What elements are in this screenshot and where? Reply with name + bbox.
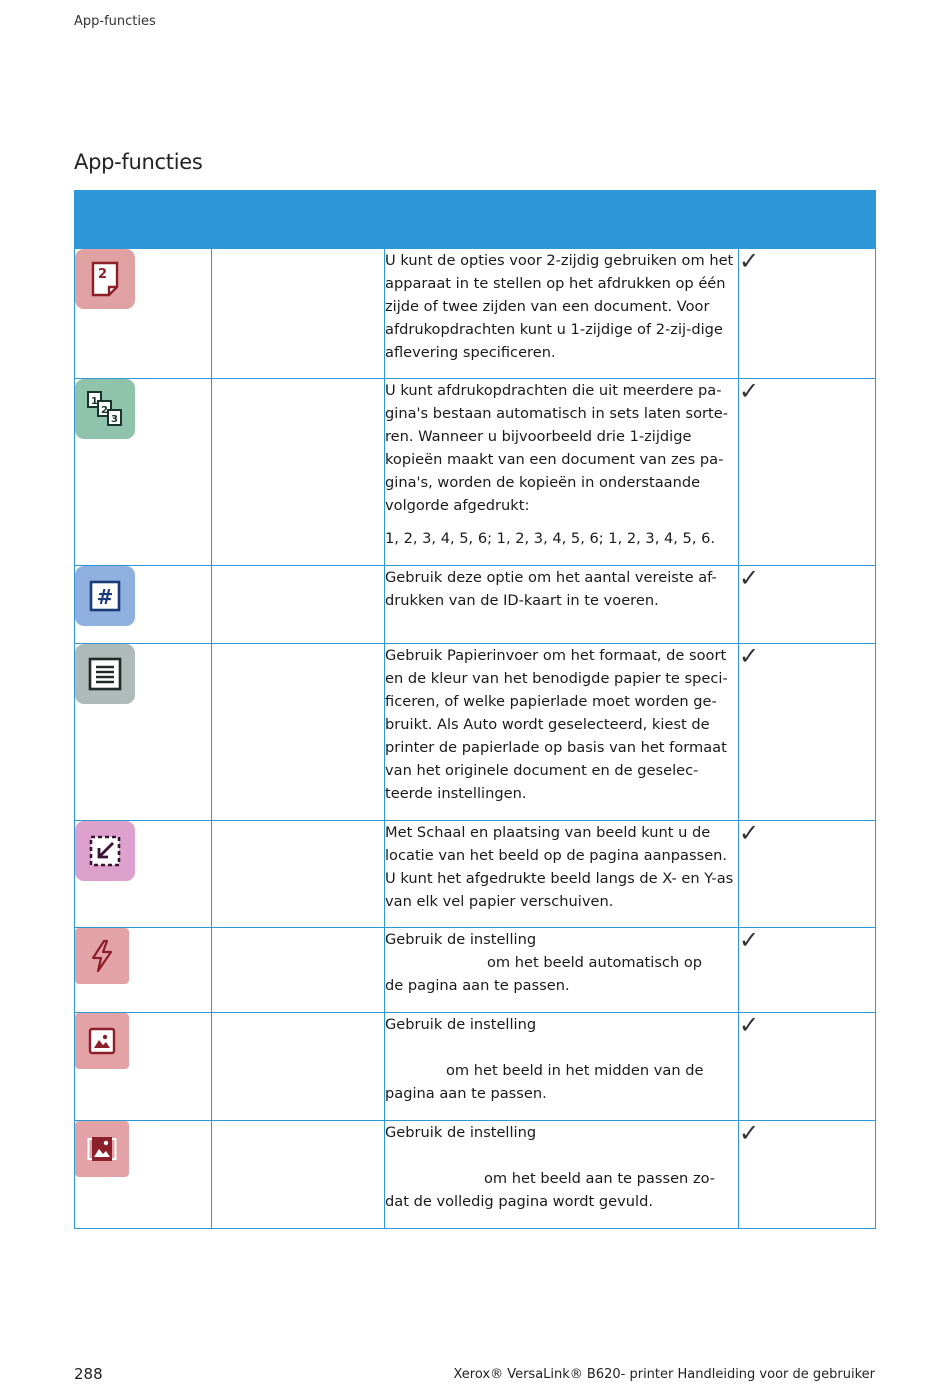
check-icon: ✓ xyxy=(739,249,876,379)
table-row xyxy=(75,644,876,821)
table-row xyxy=(75,379,876,566)
description-cell xyxy=(385,928,739,1013)
svg-text:#: # xyxy=(96,585,114,609)
icon-cell xyxy=(75,249,212,379)
description-text: Gebruik Papierinvoer om het formaat, de soort en de kleur van het benodigde papier te speci-ficeren, of welke papierlade moet worden ge-bruikt. Als Auto wordt geselecteerd, kiest de printer de papierlade op basis van het formaat van het originele document en de geselec-teerde instellingen. xyxy=(385,647,728,802)
icon-cell xyxy=(75,928,212,1013)
description-line: Gebruik de instelling xyxy=(385,1124,537,1141)
center-image-icon xyxy=(75,1013,129,1069)
description-line xyxy=(385,1036,738,1059)
table-header-row xyxy=(75,191,876,249)
description-text: U kunt de opties voor 2-zijdig gebruiken om het apparaat in te stellen op het afdrukken op één zijde of twee zijden van een document. Voor afdrukopdrachten kunt u 1-zijdige of 2-zij-dige aflevering specificeren. xyxy=(385,252,734,361)
quantity-hash-icon xyxy=(75,566,135,626)
name-cell xyxy=(212,379,385,566)
two-sided-page-icon xyxy=(75,249,135,309)
table-row xyxy=(75,566,876,644)
collate-pages-icon xyxy=(75,379,135,439)
description-cell xyxy=(385,821,739,928)
svg-text:1: 1 xyxy=(91,396,98,407)
name-cell xyxy=(212,644,385,821)
description-text: U kunt afdrukopdrachten die uit meerdere pa-gina's bestaan automatisch in sets laten sorte-ren. Wanneer u bijvoorbeeld drie 1-zijdige kopieën maakt van een document van zes pa-gina's, worden de kopieën in onderstaande volgorde afgedrukt: xyxy=(385,382,728,514)
running-header: App-functies xyxy=(74,14,156,29)
name-cell xyxy=(212,1121,385,1229)
description-line: om het beeld automatisch op xyxy=(487,954,703,971)
svg-text:2: 2 xyxy=(98,267,108,282)
paper-supply-icon xyxy=(75,644,135,704)
description-line: de pagina aan te passen. xyxy=(385,977,570,994)
table-row xyxy=(75,821,876,928)
description-line xyxy=(385,1144,738,1167)
description-line: Gebruik de instelling xyxy=(385,931,537,948)
name-cell xyxy=(212,821,385,928)
description-cell xyxy=(385,249,739,379)
description-line: Gebruik de instelling xyxy=(385,1016,537,1033)
table-row xyxy=(75,249,876,379)
header-cell-availability xyxy=(739,191,876,249)
description-line: om het beeld in het midden van de xyxy=(446,1062,704,1079)
check-icon: ✓ xyxy=(739,379,876,566)
app-functions-table xyxy=(74,190,876,1229)
icon-cell xyxy=(75,379,212,566)
name-cell xyxy=(212,249,385,379)
icon-cell xyxy=(75,821,212,928)
header-cell-function xyxy=(75,191,385,249)
icon-cell xyxy=(75,644,212,821)
description-line: pagina aan te passen. xyxy=(385,1085,547,1102)
fill-page-image-icon xyxy=(75,1121,129,1177)
table-row xyxy=(75,928,876,1013)
description-cell xyxy=(385,644,739,821)
name-cell xyxy=(212,928,385,1013)
page-number: 288 xyxy=(74,1365,103,1383)
document-title: Xerox® VersaLink® B620- printer Handleiding voor de gebruiker xyxy=(453,1367,875,1382)
check-icon: ✓ xyxy=(739,928,876,1013)
check-icon: ✓ xyxy=(739,644,876,821)
check-icon: ✓ xyxy=(739,821,876,928)
header-cell-description xyxy=(385,191,739,249)
icon-cell xyxy=(75,566,212,644)
table-row xyxy=(75,1013,876,1121)
description-sequence: 1, 2, 3, 4, 5, 6; 1, 2, 3, 4, 5, 6; 1, 2, 3, 4, 5, 6. xyxy=(385,530,716,547)
svg-text:2: 2 xyxy=(101,405,108,416)
auto-fit-lightning-icon xyxy=(75,928,129,984)
description-line: om het beeld aan te passen zo- xyxy=(484,1170,716,1187)
section-title: App-functies xyxy=(74,150,203,174)
image-shift-icon xyxy=(75,821,135,881)
check-icon: ✓ xyxy=(739,1121,876,1229)
description-cell xyxy=(385,1013,739,1121)
description-line: dat de volledig pagina wordt gevuld. xyxy=(385,1193,653,1210)
description-cell xyxy=(385,1121,739,1229)
description-cell xyxy=(385,566,739,644)
check-icon: ✓ xyxy=(739,1013,876,1121)
name-cell xyxy=(212,566,385,644)
description-text: Met Schaal en plaatsing van beeld kunt u de locatie van het beeld op de pagina aanpassen. U kunt het afgedrukte beeld langs de X- en Y-as van elk vel papier verschuiven. xyxy=(385,824,734,910)
name-cell xyxy=(212,1013,385,1121)
table-row xyxy=(75,1121,876,1229)
icon-cell xyxy=(75,1013,212,1121)
description-text: Gebruik deze optie om het aantal vereiste af-drukken van de ID-kaart in te voeren. xyxy=(385,569,717,609)
svg-text:3: 3 xyxy=(111,414,118,425)
check-icon: ✓ xyxy=(739,566,876,644)
icon-cell xyxy=(75,1121,212,1229)
description-cell xyxy=(385,379,739,566)
